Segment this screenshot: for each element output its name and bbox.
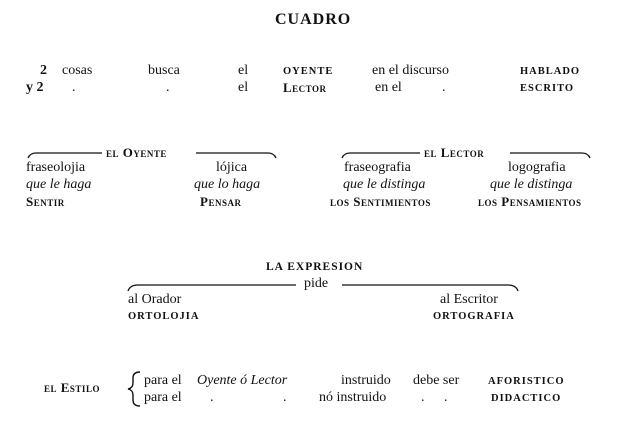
row2-kind: ESCRITO bbox=[520, 83, 575, 94]
lector-left-phrase: que le distinga bbox=[343, 177, 426, 192]
lector-heading: el Lector bbox=[424, 145, 485, 160]
row2-subject: Lector bbox=[283, 80, 327, 95]
estilo-line2-kind: DIDACTICO bbox=[491, 393, 562, 404]
expresion-right-art: ORTOGRAFIA bbox=[433, 311, 515, 322]
row2-ditto-1: . bbox=[72, 80, 76, 95]
expresion-left-art: ORTOLOJIA bbox=[128, 311, 200, 322]
estilo-line2-ditto-3: . bbox=[421, 390, 425, 405]
estilo-line1-kind: AFORISTICO bbox=[488, 376, 565, 387]
row1-kind: HABLADO bbox=[520, 66, 581, 77]
lector-right-phrase: que le distinga bbox=[490, 177, 573, 192]
estilo-line2-prefix: para el bbox=[144, 390, 182, 405]
oyente-left-phrase: que le haga bbox=[26, 177, 92, 192]
oyente-right-result: Pensar bbox=[200, 194, 242, 209]
estilo-line2-ditto-2: . bbox=[283, 390, 287, 405]
estilo-label: el Estilo bbox=[44, 380, 100, 395]
row1-place: en el discurso bbox=[372, 63, 449, 78]
estilo-line2-cond: nó instruido bbox=[319, 390, 387, 405]
lector-right-result: los Pensamientos bbox=[478, 194, 582, 209]
row2-ditto-2: . bbox=[166, 80, 170, 95]
estilo-line2-ditto-1: . bbox=[210, 390, 214, 405]
row2-place: en el bbox=[375, 80, 402, 95]
lector-left-word: fraseografia bbox=[344, 160, 411, 175]
oyente-heading: el Oyente bbox=[106, 145, 167, 160]
oyente-right-word: lójica bbox=[216, 160, 248, 175]
expresion-right-who: al Escritor bbox=[440, 292, 498, 307]
oyente-right-phrase: que lo haga bbox=[194, 177, 261, 192]
estilo-line1-who: Oyente ó Lector bbox=[197, 373, 288, 388]
row2-ditto-3: . bbox=[442, 80, 446, 95]
row1-article: el bbox=[238, 63, 249, 78]
row2-number: y 2 bbox=[26, 80, 44, 95]
expresion-verb: pide bbox=[304, 276, 329, 291]
estilo-line2-ditto-4: . bbox=[444, 390, 448, 405]
estilo-line1-cond: instruido bbox=[341, 373, 391, 388]
row1-verb: busca bbox=[148, 63, 180, 78]
estilo-line1-must: debe ser bbox=[413, 373, 460, 388]
oyente-left-result: Sentir bbox=[26, 194, 65, 209]
page-title: CUADRO bbox=[275, 11, 352, 28]
lector-right-word: logografia bbox=[508, 160, 566, 175]
lector-left-result: los Sentimientos bbox=[330, 194, 431, 209]
oyente-left-word: fraseolojia bbox=[26, 160, 86, 175]
expresion-left-who: al Orador bbox=[128, 292, 182, 307]
estilo-line1-prefix: para el bbox=[144, 373, 182, 388]
expresion-heading: LA EXPRESION bbox=[266, 261, 364, 273]
row1-noun: cosas bbox=[62, 63, 93, 78]
row1-number: 2 bbox=[40, 63, 47, 78]
row1-subject: OYENTE bbox=[283, 66, 334, 77]
row2-article: el bbox=[238, 80, 249, 95]
